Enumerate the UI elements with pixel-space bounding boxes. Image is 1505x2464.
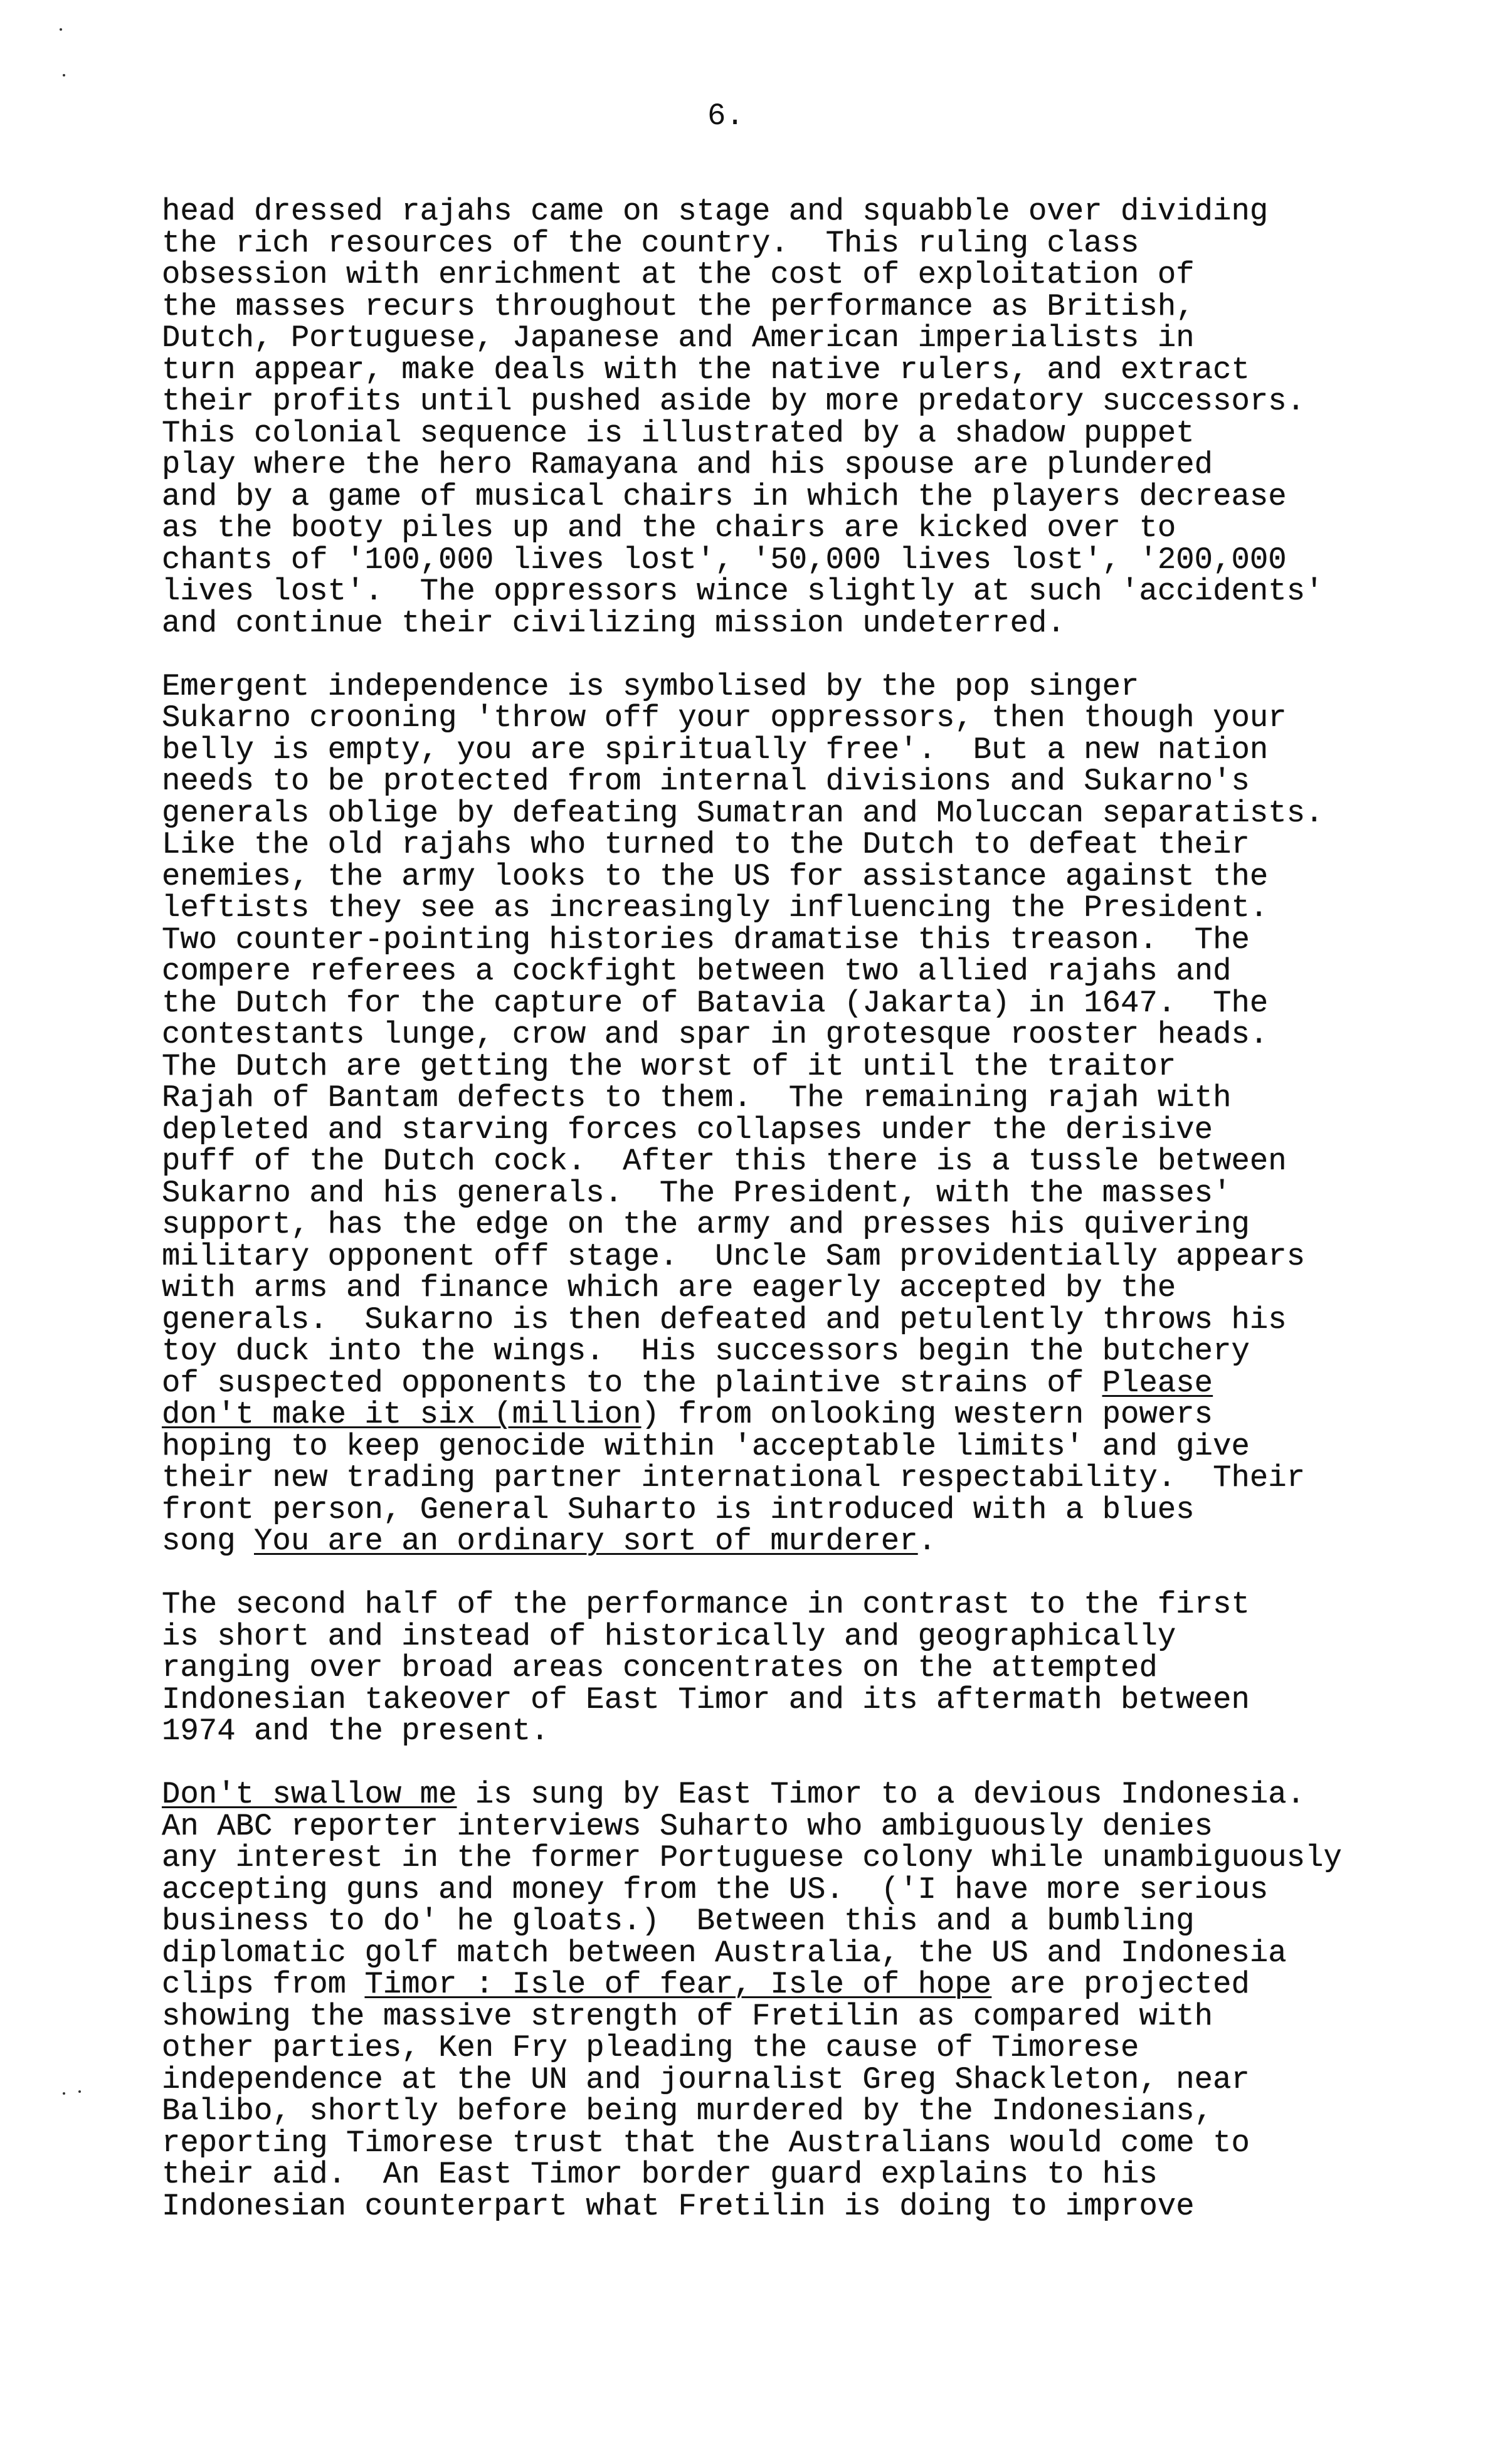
text-segment: clips from [162,1967,365,2002]
text-line [162,1684,1479,1716]
text-segment: Dutch, Portuguese, Japanese and American imperialists in [162,320,1195,355]
text-line [162,1808,1479,1844]
text-segment: lives lost'. The oppressors wince slightly at such 'accidents' [162,574,1324,609]
text-line [162,259,1479,291]
text-segment: An ABC reporter interviews Suharto who ambiguously denies [162,1808,1213,1844]
text-line [162,1652,1479,1684]
text-line [162,1525,1479,1557]
text-segment: play where the hero Ramayana and his spouse are plundered [162,447,1213,482]
text-segment: as the booty piles up and the chairs are kicked over to [162,510,1176,545]
text-line [162,1715,1479,1747]
text-line [162,1399,1479,1431]
text-segment: of suspected opponents to the plaintive strains of [162,1365,1102,1401]
text-line [162,1462,1479,1494]
text-line [162,1304,1479,1336]
text-line [162,1998,1479,2034]
paragraph [162,196,1479,639]
text-line [162,1272,1479,1304]
text-segment: Balibo, shortly before being murdered by the Indonesians, [162,2093,1213,2129]
text-line [162,1618,1479,1654]
text-segment: Indonesian counterpart what Fretilin is doing to improve [162,2188,1195,2224]
text-line [162,544,1479,576]
paragraph [162,668,1479,1559]
text-line [162,1842,1479,1874]
text-segment: business to do' he gloats.) Between this and a bumbling [162,1903,1195,1939]
text-line [162,2061,1479,2097]
text-segment: military opponent off stage. Uncle Sam providentially appears [162,1238,1306,1274]
text-line [162,1589,1479,1621]
text-segment: showing the massive strength of Fretilin as compared with [162,1998,1213,2034]
text-line [162,1145,1479,1177]
margin-mark [63,74,65,76]
text-segment: Rajah of Bantam defects to them. The remaining rajah with [162,1080,1232,1115]
text-line [162,576,1479,608]
text-line [162,702,1479,734]
text-segment: Indonesian takeover of East Timor and its aftermath between [162,1682,1250,1717]
text-line [162,1779,1479,1811]
text-line [162,924,1479,956]
text-line [162,1177,1479,1209]
text-segment: reporting Timorese trust that the Australians would come to [162,2125,1250,2161]
text-segment: compere referees a cockfight between two allied rajahs and [162,954,1232,989]
underlined-title: don't make it six (million [162,1397,642,1432]
text-line [162,1969,1479,2001]
text-line [162,1114,1479,1146]
text-segment: 1974 and the present. [162,1714,549,1749]
text-line [162,288,1479,324]
text-line [162,829,1479,861]
text-segment: belly is empty, you are spiritually free'. But a new nation [162,732,1269,767]
text-line [162,2127,1479,2159]
margin-mark [78,2090,81,2093]
text-line [162,415,1479,451]
margin-mark [63,2092,65,2095]
text-segment: obsession with enrichment at the cost of exploitation of [162,257,1195,292]
text-line [162,1019,1479,1051]
text-segment: contestants lunge, crow and spar in grotesque rooster heads. [162,1017,1269,1052]
text-line [162,449,1479,481]
text-line [162,1874,1479,1906]
document-body [162,196,1479,2254]
text-segment: are projected [991,1967,1250,2002]
text-segment: . [917,1524,937,1559]
text-line [162,892,1479,924]
text-segment: their aid. An East Timor border guard explains to his [162,2157,1158,2192]
text-line [162,795,1479,831]
text-line [162,668,1479,704]
text-line [162,225,1479,261]
text-line [162,1937,1479,1969]
text-line [162,858,1479,894]
text-segment: and continue their civilizing mission undeterred. [162,605,1065,641]
text-line [162,2188,1479,2224]
text-line [162,1494,1479,1526]
text-line [162,766,1479,798]
text-segment: turn appear, make deals with the native rulers, and extract [162,352,1250,387]
text-line [162,1209,1479,1241]
text-segment: independence at the UN and journalist Greg Shackleton, near [162,2061,1250,2097]
text-segment: generals. Sukarno is then defeated and petulently throws his [162,1302,1287,1337]
underlined-title: Don't swallow me [162,1777,457,1812]
paragraph [162,1589,1479,1747]
text-segment: accepting guns and money from the US. ('I have more serious [162,1872,1269,1907]
text-segment: hoping to keep genocide within 'acceptable limits' and give [162,1428,1250,1464]
text-segment: their new trading partner international respectability. Their [162,1460,1306,1495]
text-segment: diplomatic golf match between Australia, the US and Indonesia [162,1935,1287,1971]
text-line [162,956,1479,987]
text-segment: other parties, Ken Fry pleading the cause of Timorese [162,2030,1139,2065]
text-segment: leftists they see as increasingly influencing the President. [162,890,1269,925]
page-number: 6. [707,98,744,134]
text-segment: is sung by East Timor to a devious Indonesia. [457,1777,1306,1812]
text-line [162,478,1479,514]
text-line [162,1428,1479,1464]
text-line [162,322,1479,354]
text-segment: any interest in the former Portuguese colony while unambiguously [162,1840,1342,1875]
text-segment: their profits until pushed aside by more predatory successors. [162,384,1306,419]
text-segment: Sukarno crooning 'throw off your oppressors, then though your [162,700,1287,735]
text-line [162,1905,1479,1937]
text-segment: needs to be protected from internal divisions and Sukarno's [162,764,1250,799]
text-segment: chants of '100,000 lives lost', '50,000 lives lost', '200,000 [162,542,1287,577]
text-segment: Like the old rajahs who turned to the Dutch to defeat their [162,827,1250,862]
text-segment: is short and instead of historically and geographically [162,1618,1176,1654]
text-line [162,1048,1479,1084]
text-line [162,354,1479,386]
text-line [162,2095,1479,2127]
text-segment: the Dutch for the capture of Batavia (Jakarta) in 1647. The [162,985,1269,1021]
text-line [162,1367,1479,1399]
underlined-title: You are an ordinary sort of murderer [254,1524,918,1559]
text-segment: ) from onlooking western powers [641,1397,1213,1432]
text-segment: toy duck into the wings. His successors begin the butchery [162,1334,1250,1369]
text-segment: and by a game of musical chairs in which the players decrease [162,478,1287,514]
text-segment: song [162,1524,255,1559]
text-segment: support, has the edge on the army and presses his quivering [162,1207,1250,1242]
text-segment: Two counter-pointing histories dramatise this treason. The [162,922,1250,957]
text-line [162,605,1479,641]
margin-mark [60,28,62,31]
text-line [162,1238,1479,1274]
text-line [162,196,1479,228]
text-segment: the rich resources of the country. This ruling class [162,225,1139,261]
text-line [162,734,1479,766]
text-segment: head dressed rajahs came on stage and squabble over dividing [162,194,1269,229]
text-segment: Emergent independence is symbolised by the pop singer [162,668,1139,704]
text-line [162,987,1479,1019]
text-line [162,1335,1479,1367]
text-segment: enemies, the army looks to the US for assistance against the [162,858,1269,894]
text-segment: This colonial sequence is illustrated by a shadow puppet [162,415,1195,451]
text-segment: ranging over broad areas concentrates on the attempted [162,1650,1158,1685]
text-line [162,2159,1479,2191]
text-segment: The second half of the performance in contrast to the first [162,1587,1250,1622]
text-line [162,386,1479,418]
text-segment: depleted and starving forces collapses under the derisive [162,1112,1213,1147]
text-segment: front person, General Suharto is introduced with a blues [162,1492,1195,1527]
text-segment: Sukarno and his generals. The President, with the masses' [162,1175,1232,1211]
text-segment: generals oblige by defeating Sumatran and Moluccan separatists. [162,795,1324,831]
text-segment: puff of the Dutch cock. After this there is a tussle between [162,1144,1287,1179]
text-segment: the masses recurs throughout the performance as British, [162,288,1195,324]
text-segment: The Dutch are getting the worst of it until the traitor [162,1048,1176,1084]
text-line [162,1082,1479,1114]
underlined-title: Please [1102,1365,1213,1401]
text-segment: with arms and finance which are eagerly accepted by the [162,1270,1176,1305]
text-line [162,512,1479,544]
text-line [162,2032,1479,2064]
paragraph [162,1779,1479,2222]
underlined-title: Timor : Isle of fear, Isle of hope [364,1967,992,2002]
